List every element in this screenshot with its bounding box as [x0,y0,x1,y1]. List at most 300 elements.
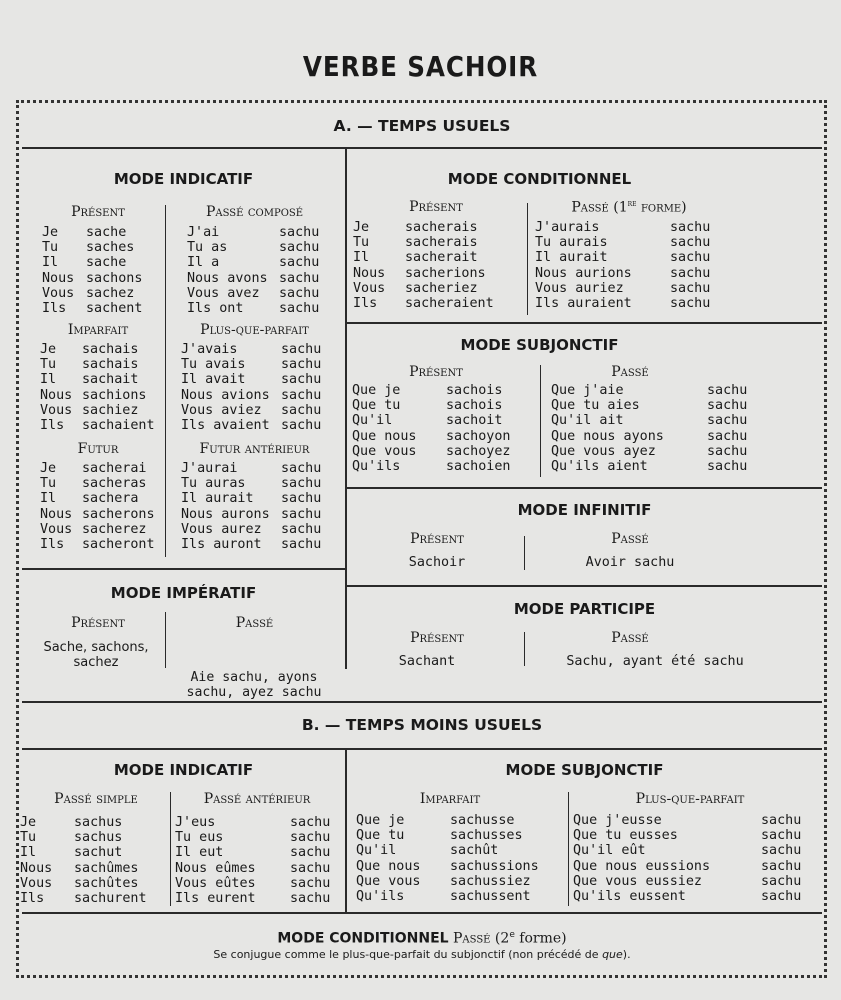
pronoun: Que nous ayons [551,428,664,444]
verb-form: sachu [281,372,322,388]
conjugation-row [175,861,340,876]
tense-passe-label: Passé [611,630,649,646]
verb-form: sachu [670,265,711,281]
verb-form: sachu [290,815,331,830]
pronoun: Que vous [352,443,417,459]
conjugation-row [352,398,541,413]
conjugation-row [181,342,331,357]
pronoun: Vous aviez [181,402,262,418]
pronoun: Ils auront [181,536,262,552]
conjugation-row [187,255,329,270]
verb-form: sachoyez [446,443,511,459]
tense-futur-label: Futur [77,441,119,457]
pronoun: Qu'ils [352,458,401,474]
verb-form: sache [86,225,127,240]
verb-form: sachu [290,875,331,891]
verb-form: sachaient [82,417,155,433]
pronoun: Qu'il ait [551,413,624,429]
page-title: VERBE SACHOIR [302,50,539,83]
tense-plus-que-parfait-label: Plus-que-parfait [635,791,745,807]
pronoun: Que tu eusses [573,828,678,844]
verb-form: sachu [281,506,322,522]
pronoun: Je [353,220,370,235]
pronoun: Il [42,255,59,271]
conjugation-row [573,874,811,889]
participe-passe: Sachu, ayant été sachu [566,654,744,669]
pronoun: Il avait [181,372,246,388]
conjugation-row [353,281,520,296]
verb-form: sachu [281,342,322,357]
conjugation-row [40,418,162,433]
conjugation-row [353,296,520,311]
verb-form: sachu [707,398,748,414]
conjugation-row [356,889,565,904]
verb-form: sachu [281,491,322,507]
verb-form: sachions [82,387,147,403]
verb-form: sachu [761,888,802,904]
pronoun: Qu'il [356,843,397,859]
conjugation-row [181,522,331,537]
verb-form: sachons [86,270,143,286]
conjugation-row [42,271,156,286]
conjugation-row [573,813,811,828]
conjugation-row [181,461,331,476]
divider [345,149,347,669]
conjugation-row [20,815,169,830]
verb-form: sacherez [82,521,147,537]
conjugation-row [573,843,811,858]
pronoun: Tu [42,240,59,256]
pronoun: Ils auraient [535,295,632,311]
conjugation-row [175,845,340,860]
pronoun: Ils eurent [175,890,256,906]
conjugation-row [181,507,331,522]
verb-form: sacherais [405,220,478,235]
verb-form: sachu [290,860,331,876]
conditionnel-2e-forme-heading: MODE CONDITIONNEL Passé (2e forme) [277,930,567,947]
divider [22,568,345,570]
mode-indicatif-heading: MODE INDICATIF [113,170,254,188]
participe-present: Sachant [398,654,456,669]
imperatif-passe-text: Aie sachu, ayons sachu, ayez sachu [186,670,322,700]
pronoun: Tu [40,476,57,492]
verb-form: sacherais [405,235,478,251]
conjugation-row [535,296,720,311]
verb-form: sachu [670,295,711,311]
conjugation-row [40,342,162,357]
pronoun: Que nous [352,428,417,444]
verb-form: sachu [290,830,331,846]
verb-form: sachu [279,300,320,316]
verb-form: sacherons [82,506,155,522]
verb-form: sachu [761,843,802,859]
conjugation-row [356,859,565,874]
tense-present-label: Présent [71,615,125,631]
verb-form: sacherait [405,250,478,266]
conditionnel-note: Se conjugue comme le plus-que-parfait du subjonctif (non précédé de que). [213,948,631,961]
conjugation-row [40,372,162,387]
pronoun: Il aurait [181,491,254,507]
verb-form: sachu [290,845,331,861]
pronoun: J'eus [175,815,216,830]
conjugation-row [181,403,331,418]
tense-passe-label: Passé [611,364,649,380]
verb-form: sachoyon [446,428,511,444]
conjugation-row [535,220,720,235]
verb-form: sachu [281,476,322,492]
pronoun: Que vous eussiez [573,873,702,889]
verb-form: sachûtes [74,875,139,891]
verb-form: sachu [281,402,322,418]
divider [22,748,822,750]
pronoun: Ils [40,536,65,552]
verb-form: sachu [761,858,802,874]
conjugation-row [551,459,757,474]
pronoun: Je [40,342,57,357]
pronoun: Ils [20,890,45,906]
conjugation-row [40,403,162,418]
mode-participe-heading: MODE PARTICIPE [513,600,656,618]
verb-form: sachu [707,383,748,398]
section-b-heading: B. — TEMPS MOINS USUELS [301,716,543,734]
pronoun: Nous [353,265,386,281]
pronoun: Ils [40,417,65,433]
conjugation-row [356,813,565,828]
mode-subjonctif-heading: MODE SUBJONCTIF [505,761,664,779]
pronoun: Que vous [356,873,421,889]
mode-subjonctif-heading: MODE SUBJONCTIF [460,336,619,354]
conjugation-row [535,281,720,296]
conjugation-imparfait [40,342,162,433]
pronoun: Que j'aie [551,383,624,398]
pronoun: Ils avaient [181,417,270,433]
conjugation-row [20,845,169,860]
conjugation-row [187,271,329,286]
pronoun: Il [20,845,37,861]
pronoun: Je [42,225,59,240]
verb-form: sachusse [450,813,515,828]
conjugation-row [181,537,331,552]
verb-form: sachu [281,536,322,552]
verb-form: sachera [82,491,139,507]
verb-form: sachussent [450,888,531,904]
verb-form: sachu [707,428,748,444]
conjugation-row [40,388,162,403]
pronoun: Nous [42,270,75,286]
pronoun: Vous [353,280,386,296]
conjugation-plus-que-parfait [181,342,331,433]
verb-form: sachais [82,342,139,357]
tense-imparfait-label: Imparfait [67,322,129,338]
imperatif-present-text: Sache, sachons, sachez [43,640,149,670]
verb-form: sachu [761,828,802,844]
verb-form: sachu [707,413,748,429]
conjugation-subjonctif-passe [551,383,757,474]
verb-form: sacheront [82,536,155,552]
verb-form: sachu [707,458,748,474]
pronoun: Nous [40,387,73,403]
verb-form: sachu [281,417,322,433]
conjugation-row [352,429,541,444]
verb-form: sachûmes [74,860,139,876]
divider [527,203,528,315]
pronoun: Nous aurions [535,265,632,281]
pronoun: Il eut [175,845,224,861]
verb-form: sachu [670,280,711,296]
conjugation-row [20,876,169,891]
conjugation-futur-anterieur [181,461,331,552]
pronoun: Tu [353,235,370,251]
conjugation-row [551,383,757,398]
verb-form: sachais [82,357,139,373]
pronoun: Vous [42,285,75,301]
verb-form: sachu [670,235,711,251]
conjugation-row [20,891,169,906]
conjugation-row [42,301,156,316]
pronoun: Il [40,372,57,388]
verb-form: sachu [281,521,322,537]
pronoun: Il aurait [535,250,608,266]
tense-passe-label: Passé [235,615,274,631]
pronoun: Je [40,461,57,476]
divider [347,487,822,489]
pronoun: Qu'il [352,413,393,429]
pronoun: Ils [42,300,67,316]
conjugation-subjonctif-plus-que-parfait [573,813,811,904]
conjugation-row [187,301,329,316]
mode-indicatif-heading: MODE INDICATIF [113,761,254,779]
conjugation-row [551,413,757,428]
verb-form: sachusses [450,828,523,844]
pronoun: Nous avions [181,387,270,403]
verb-form: sachent [86,300,143,316]
pronoun: Vous [40,402,73,418]
divider [22,912,822,914]
verb-form: sacherions [405,265,486,281]
pronoun: Ils [353,295,378,311]
conjugation-row [535,235,720,250]
pronoun: Vous [20,875,53,891]
conjugation-row [40,537,172,552]
verb-form: sachut [74,845,123,861]
conjugation-row [40,357,162,372]
conjugation-subjonctif-imparfait [356,813,565,904]
pronoun: Que j'eusse [573,813,662,828]
conjugation-row [181,357,331,372]
pronoun: Tu eus [175,830,224,846]
verb-form: sacherai [82,461,147,476]
conjugation-row [175,815,340,830]
conjugation-row [20,830,169,845]
pronoun: J'aurais [535,220,600,235]
verb-form: sache [86,255,127,271]
conjugation-row [356,874,565,889]
verb-form: sachoit [446,413,503,429]
verb-form: sachois [446,383,503,398]
verb-form: sachu [281,387,322,403]
conjugation-row [181,491,331,506]
pronoun: Tu [20,830,37,846]
divider [170,792,171,906]
conjugation-row [181,372,331,387]
tense-present-label: Présent [409,199,463,215]
conjugation-row [42,255,156,270]
pronoun: Il [40,491,57,507]
verb-form: sachu [279,240,320,256]
pronoun: Vous aurez [181,521,262,537]
conjugation-row [181,476,331,491]
conjugation-row [40,491,172,506]
conjugation-row [573,889,811,904]
verb-form: sachurent [74,890,147,906]
pronoun: Il a [187,255,220,271]
verb-form: sachu [279,225,320,240]
tense-present-label: Présent [410,630,464,646]
pronoun: Qu'ils [356,888,405,904]
conjugation-row [352,444,541,459]
conjugation-row [42,286,156,301]
pronoun: Je [20,815,37,830]
pronoun: Vous eûtes [175,875,256,891]
conjugation-row [353,220,520,235]
conjugation-row [40,476,172,491]
conjugation-row [40,507,172,522]
verb-form: sachu [761,873,802,889]
tense-imparfait-label: Imparfait [419,791,481,807]
conjugation-row [187,225,329,240]
verb-form: sachu [281,461,322,476]
pronoun: Tu avais [181,357,246,373]
conjugation-row [551,429,757,444]
conjugation-row [353,250,520,265]
pronoun: Tu [40,357,57,373]
pronoun: Que je [352,383,401,398]
conjugation-row [40,522,172,537]
infinitif-passe: Avoir sachu [585,555,675,570]
conjugation-passe-compose [187,225,329,316]
tense-present-label: Présent [410,531,464,547]
conjugation-subjonctif-present [352,383,541,474]
conjugation-present [42,225,156,316]
verb-form: sachu [670,220,711,235]
pronoun: Qu'il eût [573,843,646,859]
pronoun: Que tu aies [551,398,640,414]
pronoun: Qu'ils aient [551,458,648,474]
conjugation-row [181,418,331,433]
pronoun: Nous eûmes [175,860,256,876]
verb-form: sachiez [82,402,139,418]
verb-form: sacheriez [405,280,478,296]
conjugation-conditionnel-passe [535,220,720,311]
tense-plus-que-parfait-label: Plus-que-parfait [200,322,309,338]
pronoun: Nous [40,506,73,522]
pronoun: Que vous ayez [551,443,656,459]
tense-present-label: Présent [409,364,463,380]
verb-form: sacheras [82,476,147,492]
pronoun: Nous avons [187,270,268,286]
verb-form: sachu [279,285,320,301]
verb-form: sachu [707,443,748,459]
conjugation-row [352,459,541,474]
verb-form: sachois [446,398,503,414]
pronoun: Que tu [352,398,401,414]
verb-form: sachu [281,357,322,373]
pronoun: Tu aurais [535,235,608,251]
conjugation-row [187,240,329,255]
verb-form: sachu [761,813,802,828]
verb-form: sachussions [450,858,539,874]
pronoun: Que tu [356,828,405,844]
pronoun: Nous aurons [181,506,270,522]
mode-infinitif-heading: MODE INFINITIF [517,501,652,519]
conjugation-row [551,444,757,459]
divider [524,632,525,666]
pronoun: Vous auriez [535,280,624,296]
verb-form: sachu [290,890,331,906]
infinitif-present: Sachoir [408,555,466,570]
conjugation-row [181,388,331,403]
conjugation-row [42,240,156,255]
pronoun: Vous avez [187,285,260,301]
divider [22,701,822,703]
divider [347,585,822,587]
pronoun: Que nous eussions [573,858,711,874]
divider [524,536,525,570]
pronoun: Que je [356,813,405,828]
pronoun: Vous [40,521,73,537]
conjugation-row [352,413,541,428]
verb-form: saches [86,240,135,256]
verb-form: sachus [74,815,123,830]
verb-form: sachoien [446,458,511,474]
section-a-heading: A. — TEMPS USUELS [333,117,511,135]
verb-form: sachez [86,285,135,301]
mode-conditionnel-heading: MODE CONDITIONNEL [447,170,632,188]
pronoun: Nous [20,860,53,876]
pronoun: Qu'ils eussent [573,888,686,904]
conjugation-row [356,843,565,858]
pronoun: Que nous [356,858,421,874]
pronoun: Ils ont [187,300,244,316]
pronoun: J'ai [187,225,220,240]
tense-present-label: Présent [71,204,125,220]
verb-form: sachût [450,843,499,859]
conjugation-row [573,828,811,843]
mode-imperatif-heading: MODE IMPÉRATIF [110,584,257,602]
verb-form: sachait [82,372,139,388]
conjugation-row [175,876,340,891]
conjugation-row [573,859,811,874]
conjugation-passe-anterieur [175,815,340,906]
conjugation-row [535,250,720,265]
conjugation-row [356,828,565,843]
conjugation-row [187,286,329,301]
conjugation-futur [40,461,172,552]
conjugation-row [175,830,340,845]
tense-passe-compose-label: Passé composé [205,204,304,220]
tense-passe-simple-label: Passé simple [54,791,138,807]
conjugation-row [551,398,757,413]
conjugation-passe-simple [20,815,169,906]
conjugation-row [20,861,169,876]
conjugation-row [535,266,720,281]
pronoun: Il [353,250,370,266]
divider [347,322,822,324]
conjugation-row [353,235,520,250]
verb-form: sachu [279,270,320,286]
conjugation-row [352,383,541,398]
conjugation-row [353,266,520,281]
